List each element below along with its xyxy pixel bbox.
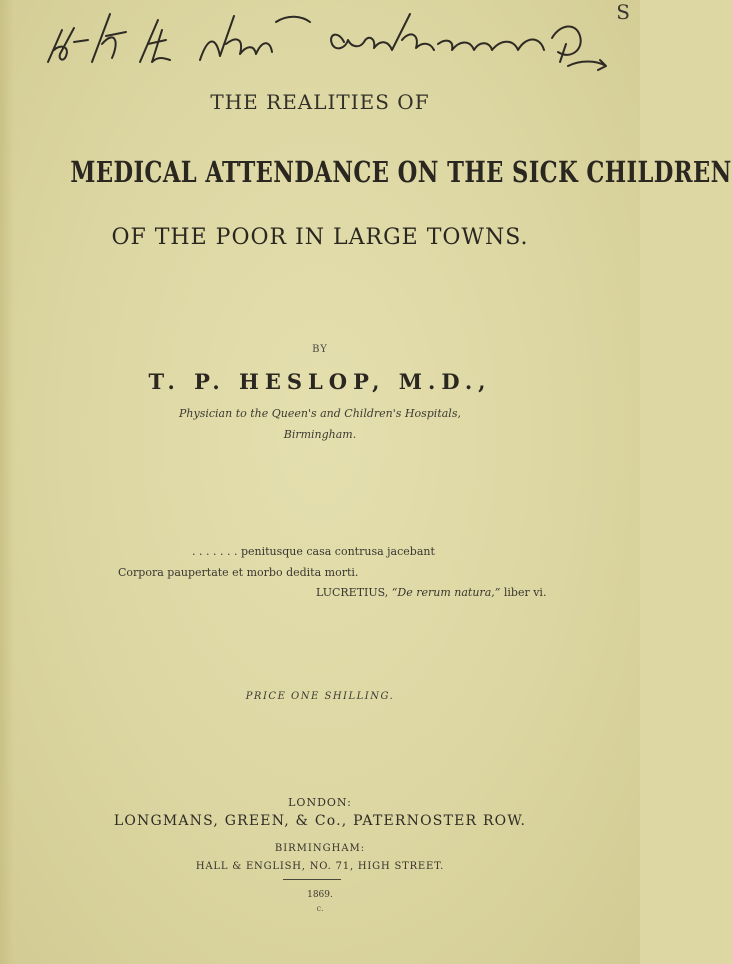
imprint-year-mark: c.: [316, 904, 324, 913]
author-city: Birmingham.: [283, 428, 357, 441]
by-label: BY: [312, 344, 328, 355]
imprint-city-2: BIRMINGHAM:: [274, 843, 366, 854]
title-line-3: OF THE POOR IN LARGE TOWNS.: [111, 225, 529, 250]
imprint-publisher: LONGMANS, GREEN, & Co., PATERNOSTER ROW.: [113, 813, 527, 829]
attribution-author: LUCRETIUS,: [316, 586, 389, 599]
author-name: T. P. HESLOP, M.D.,: [148, 369, 492, 394]
epigraph-line-2: Corpora paupertate et morbo dedita morti.: [118, 566, 359, 579]
corner-mark: S: [616, 0, 630, 24]
epigraph-line-1: . . . . . . . penitusque casa contrusa jacebant: [192, 545, 435, 558]
epigraph-attribution: [316, 586, 546, 599]
title-line-2: MEDICAL ATTENDANCE ON THE SICK CHILDREN: [70, 155, 732, 189]
attribution-book: liber vi.: [503, 586, 547, 599]
author-affiliation: Physician to the Queen's and Children's Hospitals,: [179, 407, 461, 420]
imprint-printer: HALL & ENGLISH, NO. 71, HIGH STREET.: [195, 861, 445, 872]
imprint-city: LONDON:: [288, 796, 352, 809]
attribution-work: “De rerum natura,”: [391, 586, 501, 599]
title-line-1: THE REALITIES OF: [210, 90, 430, 114]
imprint-rule: [283, 879, 341, 880]
handwritten-inscription: [40, 0, 610, 80]
price-line: PRICE ONE SHILLING.: [245, 691, 395, 702]
imprint-year: 1869.: [307, 890, 333, 900]
